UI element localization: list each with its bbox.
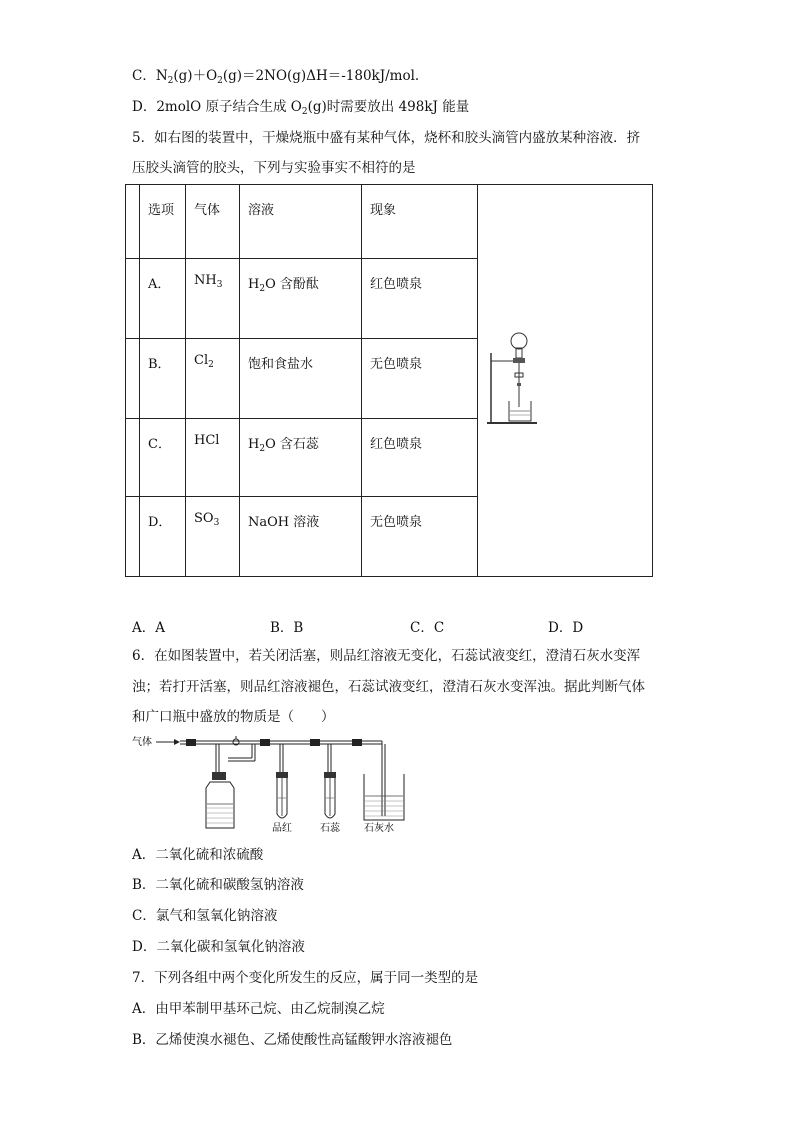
q6-option-d: D．二氧化碳和氢氧化钠溶液: [132, 939, 305, 955]
q6-option-c: C．氯气和氢氧化钠溶液: [132, 908, 278, 924]
q5-options-table: [125, 184, 653, 577]
q5-answer-d: D．D: [548, 620, 584, 636]
cell-gas: $NH_3$: [186, 259, 240, 339]
label-beaker: 石灰水: [364, 823, 394, 834]
gas-apparatus-figure: [132, 734, 412, 834]
cell-phenomenon: 无色喷泉: [362, 497, 478, 577]
q7-option-a: A．由甲苯制甲基环己烷、由乙烷制溴乙烷: [132, 1001, 385, 1017]
q5-answer-b: B．B: [270, 620, 304, 636]
cell-option: B．: [140, 339, 186, 419]
cell-option: A．: [140, 259, 186, 339]
cell-phenomenon: 红色喷泉: [362, 259, 478, 339]
q6-option-a: A．二氧化硫和浓硫酸: [132, 847, 264, 863]
cell-solution: 饱和食盐水: [240, 339, 362, 419]
header-option: 选项: [140, 185, 186, 259]
q5-answer-c: C．C: [410, 620, 445, 636]
cell-gas: $Cl_2$: [186, 339, 240, 419]
cell-gas: HCl: [186, 419, 240, 497]
fountain-apparatus-figure: [483, 331, 543, 431]
q5-answer-a: A．A: [132, 620, 165, 636]
table-header-row: [126, 185, 653, 259]
cell-gas: $SO_3$: [186, 497, 240, 577]
q6-stem-line1: 6．在如图装置中，若关闭活塞，则品红溶液无变化，石蕊试液变红，澄清石灰水变浑: [132, 648, 641, 664]
cell-solution: $H_2O$ 含酚酞: [240, 259, 362, 339]
q4-option-c: C．$N_2(g)+O_2(g)=2NO(g)\Delta H=-180kJ$/mol.: [132, 68, 420, 86]
q6-stem-line2: 浊；若打开活塞，则品红溶液褪色，石蕊试液变红，澄清石灰水变浑浊。据此判断气体: [132, 679, 645, 695]
q6-option-b: B．二氧化硫和碳酸氢钠溶液: [132, 877, 304, 893]
cell-solution: $H_2O$ 含石蕊: [240, 419, 362, 497]
q7-option-b: B．乙烯使溴水褪色、乙烯使酸性高锰酸钾水溶液褪色: [132, 1032, 453, 1048]
q5-stem-line1: 5．如右图的装置中，干燥烧瓶中盛有某种气体，烧杯和胶头滴管内盛放某种溶液．挤: [132, 130, 641, 146]
header-phenomenon: 现象: [362, 185, 478, 259]
label-tube-2: 石蕊: [320, 823, 340, 834]
fountain-apparatus-cell: [478, 185, 653, 577]
cell-solution: NaOH 溶液: [240, 497, 362, 577]
q5-stem-line2: 压胶头滴管的胶头，下列与实验事实不相符的是: [132, 160, 416, 176]
cell-phenomenon: 红色喷泉: [362, 419, 478, 497]
q7-stem: 7．下列各组中两个变化所发生的反应，属于同一类型的是: [132, 970, 479, 986]
q4-option-d: D．2molO 原子结合生成 $O_2(g)$时需要放出 498kJ 能量: [132, 99, 470, 117]
cell-option: C．: [140, 419, 186, 497]
q6-stem-line3: 和广口瓶中盛放的物质是（ ）: [132, 709, 335, 725]
cell-option: D．: [140, 497, 186, 577]
header-solution: 溶液: [240, 185, 362, 259]
label-gas: 气体: [132, 737, 152, 748]
cell-phenomenon: 无色喷泉: [362, 339, 478, 419]
label-tube-1: 品红: [272, 823, 292, 834]
header-gas: 气体: [186, 185, 240, 259]
